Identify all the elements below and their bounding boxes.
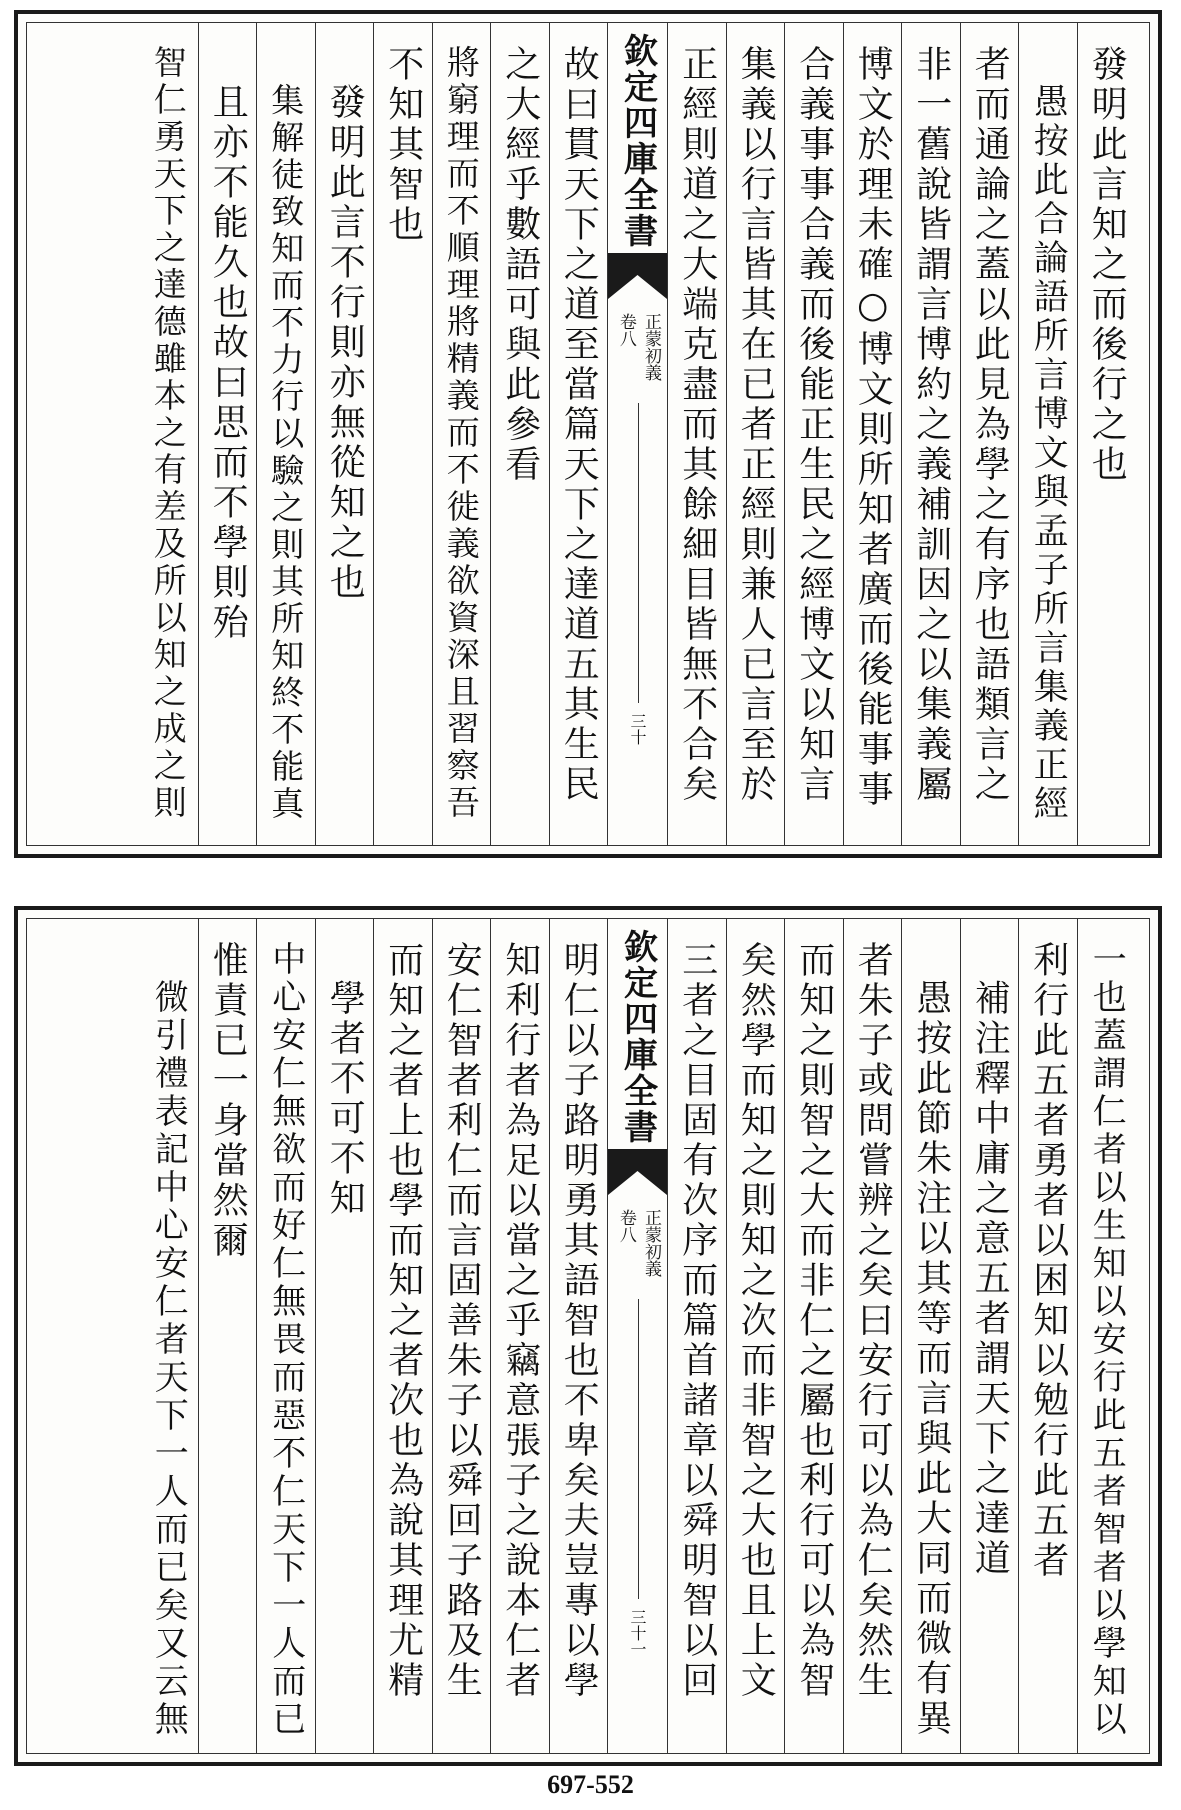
folio-number: 三十 [628, 713, 647, 745]
text-column [667, 23, 726, 845]
text-column [198, 919, 257, 1753]
text-column [901, 919, 960, 1753]
column-text: 之大經乎數語可與此參看 [499, 45, 541, 485]
top-page-frame [26, 22, 1150, 846]
collection-title: 欽定四庫全書 [617, 33, 658, 249]
column-text: 矣然學而知之則知之次而非智之大也且上文 [735, 941, 777, 1701]
collection-title: 欽定四庫全書 [617, 929, 658, 1145]
column-text: 非一舊說皆謂言博約之義補訓因之以集義屬 [910, 45, 952, 805]
column-text: 安仁智者利仁而言固善朱子以舜回子路及生 [441, 941, 483, 1701]
column-text: 明仁以子路明勇其語智也不卑矣夫豈專以學 [558, 941, 600, 1701]
text-column [784, 23, 843, 845]
column-text: 學者不可不知 [324, 979, 366, 1219]
text-column [1077, 23, 1136, 845]
text-column [373, 23, 432, 845]
text-column [960, 23, 1019, 845]
column-text: 智仁勇天下之達德雖本之有差及所以知之成之則 [148, 45, 188, 822]
text-column [139, 919, 198, 1753]
book-title: 正蒙初義 [641, 1209, 661, 1277]
column-text: 發明此言不行則亦無從知之也 [324, 83, 366, 603]
column-text: 中心安仁無欲而好仁無畏而惡不仁天下一人而已 [265, 941, 306, 1739]
text-column [1018, 23, 1077, 845]
text-column [315, 919, 374, 1753]
center-banner [607, 23, 667, 845]
bottom-page [14, 906, 1162, 1766]
column-text: 者朱子或問嘗辨之矣曰安行可以為仁矣然生 [852, 941, 894, 1701]
column-text: 微引禮表記中心安仁者天下一人而已矣又云無 [148, 979, 189, 1739]
banner-rule [638, 1299, 639, 1599]
text-column [432, 919, 491, 1753]
text-column [549, 23, 608, 845]
column-text: 利行此五者勇者以困知以勉行此五者 [1027, 941, 1069, 1581]
text-column [843, 919, 902, 1753]
column-text: 將窮理而不順理將精義而不徙義欲資深且習察吾 [441, 45, 481, 822]
bottom-page-frame [26, 918, 1150, 1754]
book-title: 正蒙初義 [641, 313, 661, 381]
column-text: 博文於理未確○博文則所知者廣而後能事事 [852, 45, 894, 810]
volume-label: 卷八 [615, 1209, 636, 1243]
text-column [960, 919, 1019, 1753]
text-column [1077, 919, 1136, 1753]
text-column [1018, 919, 1077, 1753]
top-page [14, 10, 1162, 858]
text-column [373, 919, 432, 1753]
column-text: 愚按此合論語所言博文與孟子所言集義正經 [1028, 83, 1069, 824]
column-text: 故曰貫天下之道至當篇天下之達道五其生民 [558, 45, 600, 805]
column-text: 三者之目固有次序而篇首諸章以舜明智以回 [676, 941, 718, 1701]
text-column [726, 23, 785, 845]
column-text: 不知其智也 [382, 45, 424, 245]
column-text: 知利行者為足以當之乎竊意張子之說本仁者 [499, 941, 541, 1701]
text-column [726, 919, 785, 1753]
text-column [139, 23, 198, 845]
text-column [490, 23, 549, 845]
page-reference: 697-552 [547, 1770, 634, 1799]
text-column [432, 23, 491, 845]
fish-tail-mark-icon [608, 1149, 667, 1195]
column-text: 愚按此節朱注以其等而言與此大同而微有異 [910, 979, 952, 1739]
text-column [490, 919, 549, 1753]
text-column [901, 23, 960, 845]
column-text: 且亦不能久也故曰思而不學則殆 [207, 83, 249, 643]
column-text: 合義事事合義而後能正生民之經博文以知言 [793, 45, 835, 805]
column-text: 一也蓋謂仁者以生知以安行此五者智者以學知以 [1086, 941, 1127, 1739]
text-column [198, 23, 257, 845]
center-banner [607, 919, 667, 1753]
column-text: 而知之者上也學而知之者次也為說其理尤精 [382, 941, 424, 1701]
column-text: 惟責已一身當然爾 [207, 941, 249, 1261]
column-text: 集解徒致知而不力行以驗之則其所知終不能真 [266, 83, 306, 823]
fish-tail-mark-icon [608, 253, 667, 299]
text-column [256, 23, 315, 845]
column-text: 集義以行言皆其在已者正經則兼人已言至於 [735, 45, 777, 805]
text-column [667, 919, 726, 1753]
text-column [315, 23, 374, 845]
text-column [784, 919, 843, 1753]
text-column [256, 919, 315, 1753]
banner-rule [638, 403, 639, 703]
column-text: 者而通論之蓋以此見為學之有序也語類言之 [969, 45, 1011, 805]
column-text: 發明此言知之而後行之也 [1086, 45, 1128, 485]
column-text: 補注釋中庸之意五者謂天下之達道 [969, 979, 1011, 1579]
column-text: 而知之則智之大而非仁之屬也利行可以為智 [793, 941, 835, 1701]
folio-number: 三十一 [628, 1609, 647, 1657]
text-column [549, 919, 608, 1753]
volume-label: 卷八 [615, 313, 636, 347]
text-column [843, 23, 902, 845]
column-text: 正經則道之大端克盡而其餘細目皆無不合矣 [676, 45, 718, 805]
